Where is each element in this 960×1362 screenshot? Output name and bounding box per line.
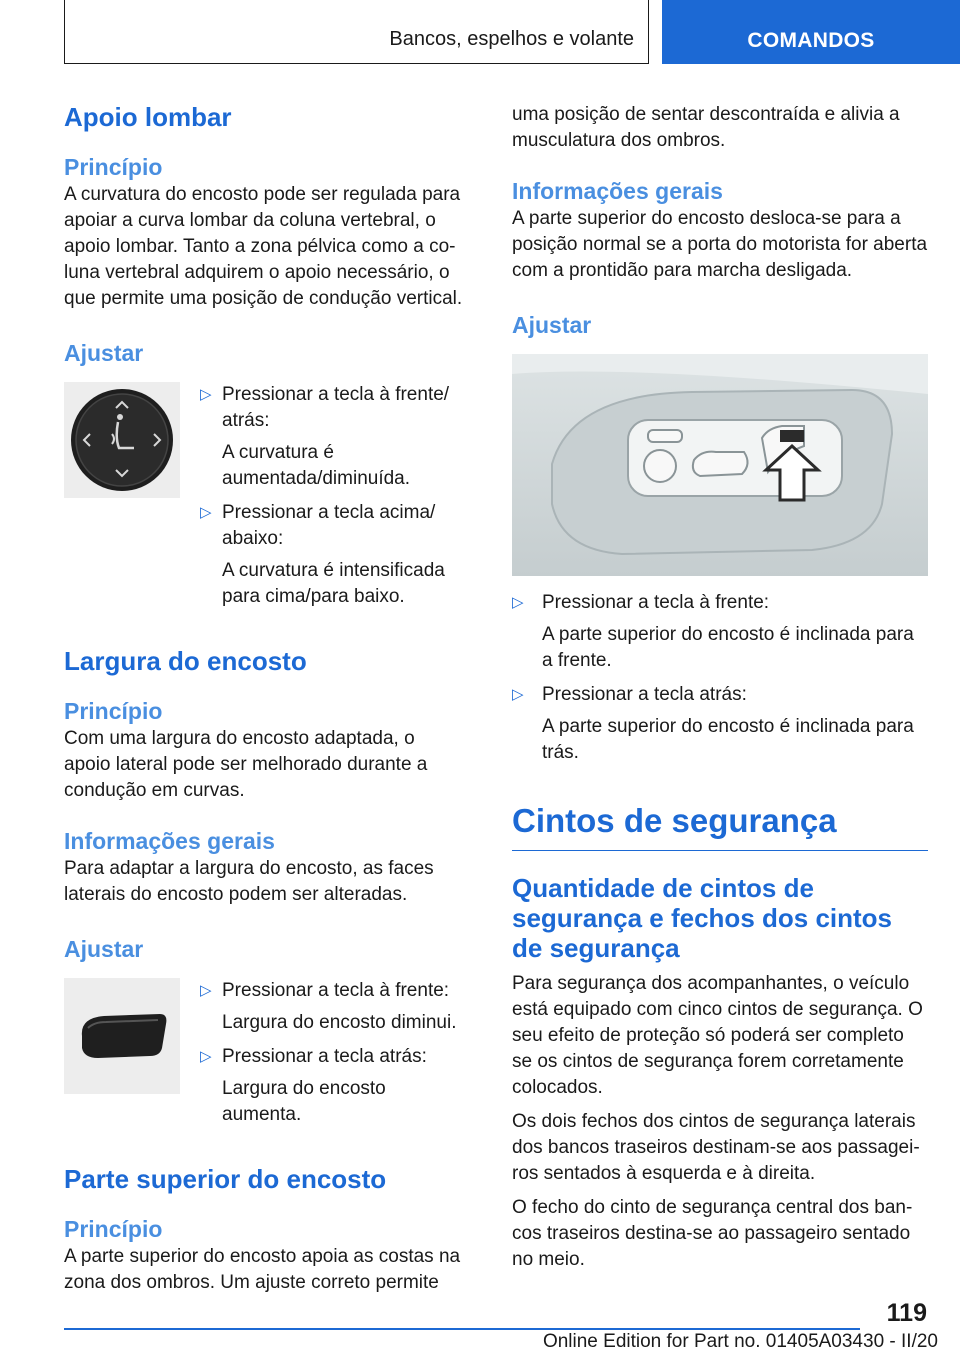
lumbar-steps [200, 382, 464, 610]
upper-steps [512, 590, 928, 766]
lumbar-switch-image [64, 382, 180, 498]
list-item [200, 500, 464, 610]
list-item [200, 978, 464, 1036]
width-steps [200, 978, 464, 1128]
belts-subtitle: Quantidade de cintos de segurança e fechos dos cintos de segurança [512, 873, 893, 963]
left-column [64, 100, 464, 1296]
step-result: A curvatura é aumentada/diminuída. [222, 442, 411, 489]
triangle-right-icon: ▷ [512, 594, 524, 611]
list-item [512, 590, 928, 674]
lumbar-adjust-heading: Ajustar [64, 340, 144, 366]
upper-title: Parte superior do encosto [64, 1164, 387, 1194]
lumbar-principle-text: A curvatura do encosto pode ser regulada para apoiar a curva lombar da coluna vertebral, o apoio lombar. Tanto a zona pélvica como a coluna vertebral adquirem o apoio necessário, o que permite uma posição de condução vertical. [64, 184, 463, 309]
step-action: Pressionar a tecla atrás: [222, 1046, 427, 1067]
section-title: Bancos, espelhos e volante [389, 28, 634, 50]
lumbar-adjust-row [64, 382, 464, 610]
belts-paragraph: Para segurança dos acompanhantes, o veículo está equipado com cinco cintos de segurança. O seu efeito de proteção só poderá ser completo se os cintos de segurança forem corretamente colocados. [512, 973, 923, 1098]
step-result: Largura do encosto aumenta. [222, 1078, 386, 1125]
upper-principle-text: A parte superior do encosto apoia as costas na zona dos ombros. Um ajuste correto permite [64, 1246, 461, 1293]
upper-info-heading: Informações gerais [512, 178, 723, 204]
list-item [200, 1044, 464, 1128]
width-adjust-heading: Ajustar [64, 936, 144, 962]
continuation-text: uma posição de sentar descontraída e alivia a musculatura dos ombros. [512, 104, 900, 151]
lumbar-principle-heading: Princípio [64, 154, 163, 180]
header-box [64, 0, 649, 64]
step-action: Pressionar a tecla à frente: [222, 980, 450, 1001]
chapter-tab: COMANDOS [662, 0, 960, 64]
belts-paragraph: Os dois fechos dos cintos de segurança laterais dos bancos traseiros destinam-se aos passageiros sentados à esquerda e à direita. [512, 1111, 920, 1184]
upper-principle-heading: Princípio [64, 1216, 163, 1242]
step-action: Pressionar a tecla à frente: [542, 592, 770, 613]
lumbar-title: Apoio lombar [64, 102, 232, 132]
width-principle-text: Com uma largura do encosto adaptada, o apoio lateral pode ser melhorado durante a condução em curvas. [64, 728, 428, 801]
triangle-right-icon: ▷ [200, 982, 212, 999]
belts-paragraph: O fecho do cinto de segurança central dos bancos traseiros destina-se ao passageiro sentado no meio. [512, 1197, 913, 1270]
width-info-heading: Informações gerais [64, 828, 275, 854]
footer-divider [64, 1328, 860, 1330]
width-info-text: Para adaptar a largura do encosto, as faces laterais do encosto podem ser alteradas. [64, 858, 434, 905]
list-item [200, 382, 464, 492]
belts-title: Cintos de segurança [512, 800, 928, 851]
step-action: Pressionar a tecla à frente/ atrás: [222, 384, 450, 431]
width-principle-heading: Princípio [64, 698, 163, 724]
footer-edition: Online Edition for Part no. 01405A03430 - II/20 [542, 1331, 938, 1352]
step-result: A curvatura é intensificada para cima/para baixo. [222, 560, 445, 607]
step-action: Pressionar a tecla atrás: [542, 684, 747, 705]
step-result: A parte superior do encosto é inclinada para trás. [542, 716, 914, 763]
step-action: Pressionar a tecla acima/ abaixo: [222, 502, 436, 549]
step-result: Largura do encosto diminui. [222, 1012, 457, 1033]
triangle-right-icon: ▷ [512, 686, 524, 703]
triangle-right-icon: ▷ [200, 386, 212, 403]
width-title: Largura do encosto [64, 646, 307, 676]
width-switch-image [64, 978, 180, 1094]
width-adjust-row [64, 978, 464, 1128]
right-column [512, 102, 928, 1273]
triangle-right-icon: ▷ [200, 1048, 212, 1065]
triangle-right-icon: ▷ [200, 504, 212, 521]
upper-info-text: A parte superior do encosto desloca-se para a posição normal se a porta do motorista for aberta com a prontidão para marcha desligada. [512, 208, 928, 281]
page-number: 119 [886, 1299, 927, 1327]
upper-adjust-heading: Ajustar [512, 312, 592, 338]
seat-controls-photo [512, 354, 928, 576]
step-result: A parte superior do encosto é inclinada para a frente. [542, 624, 914, 671]
list-item [512, 682, 928, 766]
